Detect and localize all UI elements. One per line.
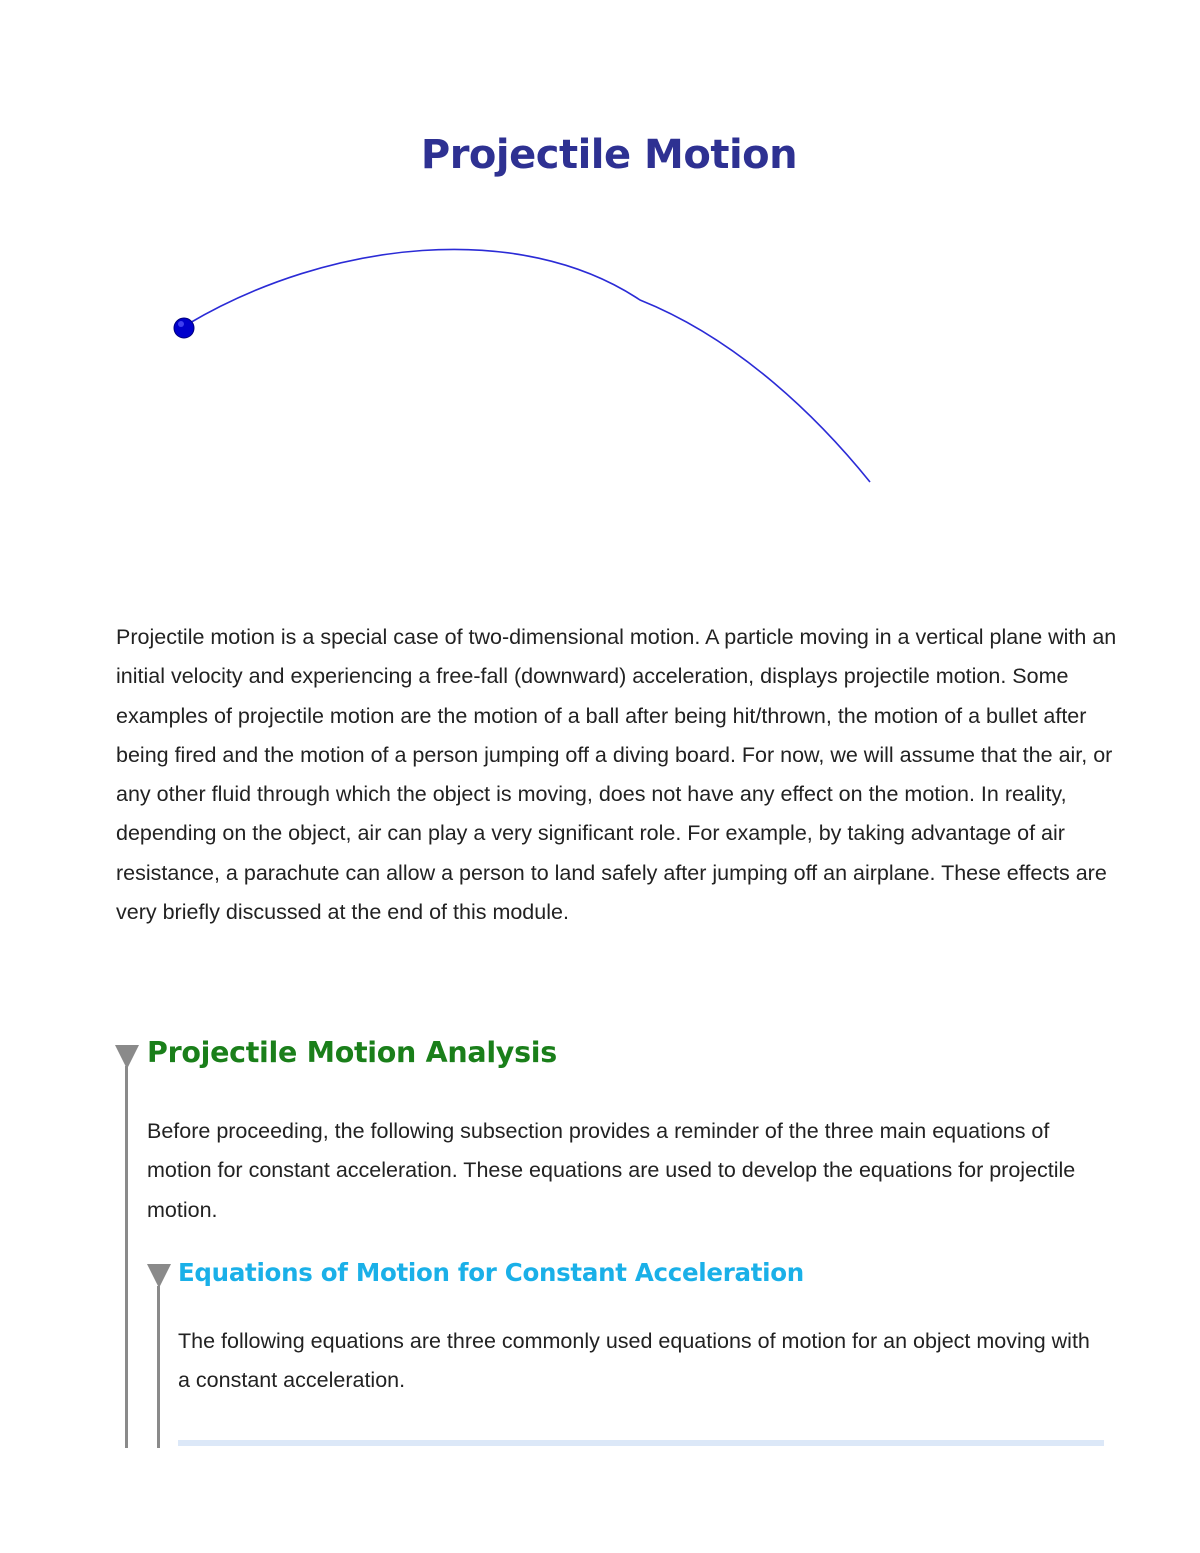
trajectory-path <box>188 249 870 482</box>
trajectory-figure <box>0 0 1200 600</box>
divider <box>178 1440 1104 1446</box>
section-paragraph: Before proceeding, the following subsection provides a reminder of the three main equations of motion for constant acceleration. These equations are used to develop the equations for projectile motion. <box>147 1119 1076 1222</box>
section-bar <box>125 1066 128 1448</box>
projectile-ball <box>174 318 194 338</box>
subsection-heading: Equations of Motion for Constant Acceleration <box>178 1258 804 1287</box>
subsection-collapse-toggle[interactable] <box>147 1264 171 1288</box>
page-title: Projectile Motion <box>420 132 798 178</box>
subsection-paragraph: The following equations are three commonly used equations of motion for an object moving with a constant acceleration. <box>178 1329 1090 1393</box>
subsection-bar <box>157 1286 160 1448</box>
section-heading: Projectile Motion Analysis <box>147 1036 557 1069</box>
intro-paragraph: Projectile motion is a special case of two-dimensional motion. A particle moving in a vertical plane with an initial velocity and experiencing a free-fall (downward) acceleration, displays projectile motion. Some examples of projectile motion are the motion of a ball after being hit/thrown, the motion of a bullet after being fired and the motion of a person jumping off a diving board. For now, we will assume that the air, or any other fluid through which the object is moving, does not have any effect on the motion. In reality, depending on the object, air can play a very significant role. For example, by taking advantage of air resistance, a parachute can allow a person to land safely after jumping off an airplane. These effects are very briefly discussed at the end of this module. <box>116 625 1117 925</box>
